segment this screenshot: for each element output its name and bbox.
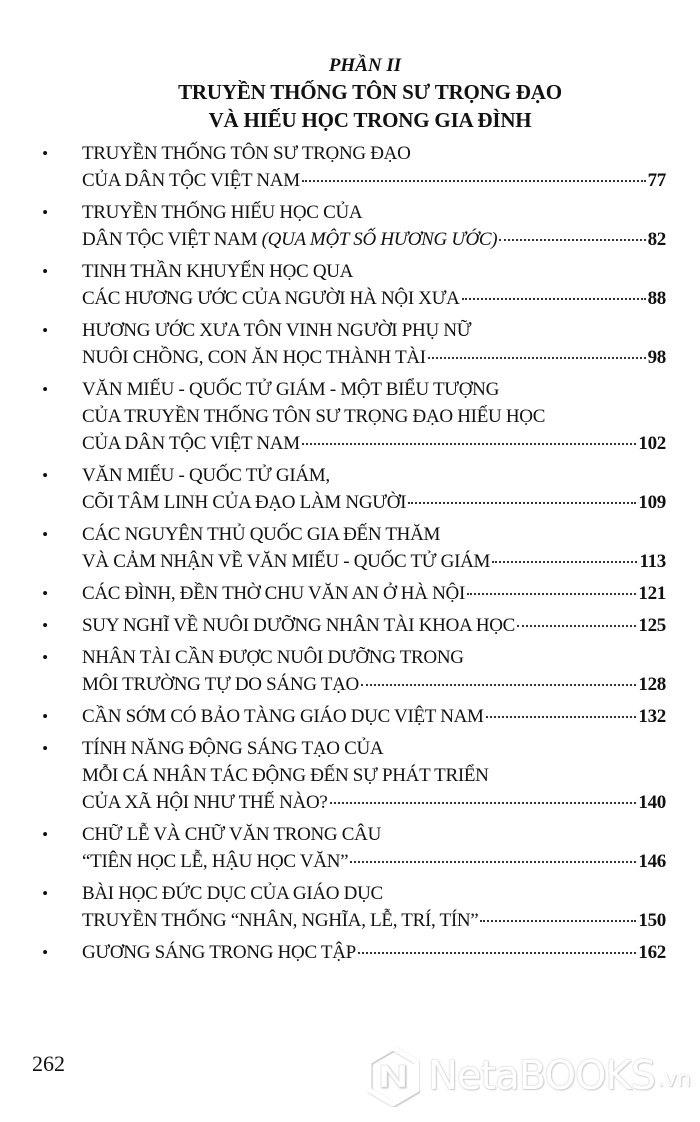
toc-entry-title-line: CHỮ LỄ VÀ CHỮ VĂN TRONG CÂU <box>82 824 382 845</box>
bullet-icon: • <box>42 321 48 340</box>
toc-entry-title-tail <box>82 430 300 457</box>
toc-entry-title-line: TRUYỀN THỐNG TÔN SƯ TRỌNG ĐẠO <box>82 143 411 164</box>
toc-entry <box>40 735 666 816</box>
toc-entry-title-line: NHÂN TÀI CẦN ĐƯỢC NUÔI DƯỠNG TRONG <box>82 647 464 668</box>
dot-leader <box>302 180 646 182</box>
toc-entry-last-line <box>82 703 666 730</box>
toc-entry-title-line: HƯƠNG ƯỚC XƯA TÔN VINH NGƯỜI PHỤ NỮ <box>82 320 472 341</box>
toc-entry-title-tail <box>82 285 460 312</box>
toc-entry-page-number: 140 <box>638 792 666 813</box>
bullet-icon: • <box>42 203 48 222</box>
toc-entry-page-number: 132 <box>638 706 666 727</box>
bullet-icon: • <box>42 144 48 163</box>
dot-leader <box>467 593 636 595</box>
watermark-brand: NetaBOOKS <box>428 1053 656 1099</box>
toc-entry <box>40 703 666 730</box>
dot-leader <box>492 561 637 563</box>
netabooks-logo-icon <box>366 1045 420 1107</box>
toc-entry-last-line <box>82 167 666 194</box>
bullet-icon: • <box>42 616 48 635</box>
toc-entry-title-line: TÍNH NĂNG ĐỘNG SÁNG TẠO CỦA <box>82 738 384 759</box>
toc-entry-title-tail <box>82 344 426 371</box>
toc-entry-title-tail <box>82 703 484 730</box>
toc-entry-last-line <box>82 848 666 875</box>
toc-entry <box>40 880 666 934</box>
toc-entry-page-number: 150 <box>638 910 666 931</box>
bullet-icon: • <box>42 884 48 903</box>
toc-entry-title-tail <box>82 226 497 253</box>
toc-entry-title-line: CỦA TRUYỀN THỐNG TÔN SƯ TRỌNG ĐẠO HIẾU HỌC <box>82 406 546 427</box>
toc-entry-title-line: VĂN MIẾU - QUỐC TỬ GIÁM - MỘT BIỂU TƯỢNG <box>82 379 499 400</box>
toc-entry <box>40 939 666 966</box>
toc-entry-title-text: CẦN SỚM CÓ BẢO TÀNG GIÁO DỤC VIỆT NAM <box>82 706 484 727</box>
toc-entry-last-line <box>82 789 666 816</box>
toc-entry-title-text: CÕI TÂM LINH CỦA ĐẠO LÀM NGƯỜI <box>82 492 407 513</box>
dot-leader <box>358 952 636 954</box>
toc-entry-title-tail <box>82 548 490 575</box>
toc-entry-title-tail <box>82 907 478 934</box>
bullet-icon: • <box>42 466 48 485</box>
toc-entry-title-line: MỖI CÁ NHÂN TÁC ĐỘNG ĐẾN SỰ PHÁT TRIỂN <box>82 765 489 786</box>
toc-entry-title-line: BÀI HỌC ĐỨC DỤC CỦA GIÁO DỤC <box>82 883 383 904</box>
toc-entry-subtitle-italic: (QUA MỘT SỐ HƯƠNG ƯỚC) <box>261 229 498 250</box>
toc-entry-title-text: CỦA DÂN TỘC VIỆT NAM <box>82 433 300 454</box>
toc-entry-title-text: CỦA XÃ HỘI NHƯ THẾ NÀO? <box>82 792 328 813</box>
toc-entry <box>40 199 666 253</box>
toc-entry <box>40 821 666 875</box>
toc-entry <box>40 462 666 516</box>
bullet-icon: • <box>42 943 48 962</box>
toc-entry-title-text: MÔI TRƯỜNG TỰ DO SÁNG TẠO <box>82 674 359 695</box>
toc-entry-title-text: “TIÊN HỌC LỄ, HẬU HỌC VĂN” <box>82 851 349 872</box>
toc-entry-title-text: CÁC HƯƠNG ƯỚC CỦA NGƯỜI HÀ NỘI XƯA <box>82 288 460 309</box>
toc-entry-last-line <box>82 939 666 966</box>
toc-entry <box>40 612 666 639</box>
toc-entry <box>40 258 666 312</box>
toc-entry-last-line <box>82 907 666 934</box>
toc-entry-last-line <box>82 612 666 639</box>
toc-entry-last-line <box>82 548 666 575</box>
toc-entry-page-number: 88 <box>647 288 666 309</box>
dot-leader <box>428 357 646 359</box>
watermark <box>366 1040 691 1112</box>
toc-entry-page-number: 128 <box>638 674 666 695</box>
toc-entry-title-tail <box>82 939 356 966</box>
toc-entry-last-line <box>82 671 666 698</box>
dot-leader <box>480 920 636 922</box>
toc-entry-title-tail <box>82 580 465 607</box>
dot-leader <box>302 443 637 445</box>
dot-leader <box>330 802 637 804</box>
toc-entry-page-number: 121 <box>638 583 666 604</box>
toc-entry-page-number: 77 <box>647 170 666 191</box>
toc-entry-page-number: 113 <box>639 551 666 572</box>
toc-entry-title-tail <box>82 789 328 816</box>
toc-entry-title-text: CỦA DÂN TỘC VIỆT NAM <box>82 170 300 191</box>
table-of-contents <box>40 140 666 971</box>
section-heading <box>0 54 700 134</box>
part-title-line-2: VÀ HIẾU HỌC TRONG GIA ĐÌNH <box>208 108 532 132</box>
toc-entry-last-line <box>82 226 666 253</box>
toc-entry-page-number: 109 <box>638 492 666 513</box>
toc-entry-last-line <box>82 580 666 607</box>
bullet-icon: • <box>42 825 48 844</box>
bullet-icon: • <box>42 739 48 758</box>
toc-entry-page-number: 98 <box>647 347 666 368</box>
dot-leader <box>499 239 645 241</box>
toc-entry-page-number: 125 <box>638 615 666 636</box>
toc-entry-title-text: TRUYỀN THỐNG “NHÂN, NGHĨA, LỄ, TRÍ, TÍN” <box>82 910 479 931</box>
toc-entry-title-text: DÂN TỘC VIỆT NAM <box>82 229 262 250</box>
toc-entry-title-tail <box>82 489 406 516</box>
toc-entry-last-line <box>82 430 666 457</box>
toc-entry-title-line: TRUYỀN THỐNG HIẾU HỌC CỦA <box>82 202 363 223</box>
toc-entry-title-text: CÁC ĐÌNH, ĐỀN THỜ CHU VĂN AN Ở HÀ NỘI <box>82 583 465 604</box>
dot-leader <box>408 502 636 504</box>
bullet-icon: • <box>42 707 48 726</box>
toc-entry-last-line <box>82 344 666 371</box>
bullet-icon: • <box>42 648 48 667</box>
bullet-icon: • <box>42 525 48 544</box>
dot-leader <box>486 716 637 718</box>
bullet-icon: • <box>42 262 48 281</box>
page-number: 262 <box>32 1051 65 1076</box>
part-title-line-1: TRUYỀN THỐNG TÔN SƯ TRỌNG ĐẠO <box>178 80 562 104</box>
watermark-domain-suffix: .vn <box>657 1067 692 1092</box>
toc-entry <box>40 644 666 698</box>
toc-entry-title-text: VÀ CẢM NHẬN VỀ VĂN MIẾU - QUỐC TỬ GIÁM <box>82 551 491 572</box>
toc-entry-page-number: 146 <box>638 851 666 872</box>
toc-entry-title-text: GƯƠNG SÁNG TRONG HỌC TẬP <box>82 942 356 963</box>
dot-leader <box>517 625 636 627</box>
toc-entry <box>40 580 666 607</box>
part-label: PHẦN II <box>328 55 402 76</box>
toc-entry <box>40 521 666 575</box>
toc-entry-title-text: NUÔI CHỒNG, CON ĂN HỌC THÀNH TÀI <box>82 347 426 368</box>
toc-entry-title-line: CÁC NGUYÊN THỦ QUỐC GIA ĐẾN THĂM <box>82 524 441 545</box>
toc-entry-title-tail <box>82 612 515 639</box>
toc-entry-page-number: 162 <box>638 942 666 963</box>
toc-entry <box>40 317 666 371</box>
toc-entry-title-line: TINH THẦN KHUYẾN HỌC QUA <box>82 261 354 282</box>
toc-entry-last-line <box>82 285 666 312</box>
bullet-icon: • <box>42 380 48 399</box>
bullet-icon: • <box>42 584 48 603</box>
toc-entry <box>40 140 666 194</box>
toc-entry-title-text: SUY NGHĨ VỀ NUÔI DƯỠNG NHÂN TÀI KHOA HỌC <box>82 615 516 636</box>
toc-entry-title-tail <box>82 848 348 875</box>
toc-entry-title-tail <box>82 167 300 194</box>
toc-entry <box>40 376 666 457</box>
dot-leader <box>361 684 636 686</box>
toc-entry-page-number: 82 <box>647 229 666 250</box>
toc-entry-title-tail <box>82 671 359 698</box>
toc-entry-last-line <box>82 489 666 516</box>
dot-leader <box>350 861 636 863</box>
toc-entry-title-line: VĂN MIẾU - QUỐC TỬ GIÁM, <box>82 465 330 486</box>
toc-entry-page-number: 102 <box>638 433 666 454</box>
dot-leader <box>462 298 646 300</box>
